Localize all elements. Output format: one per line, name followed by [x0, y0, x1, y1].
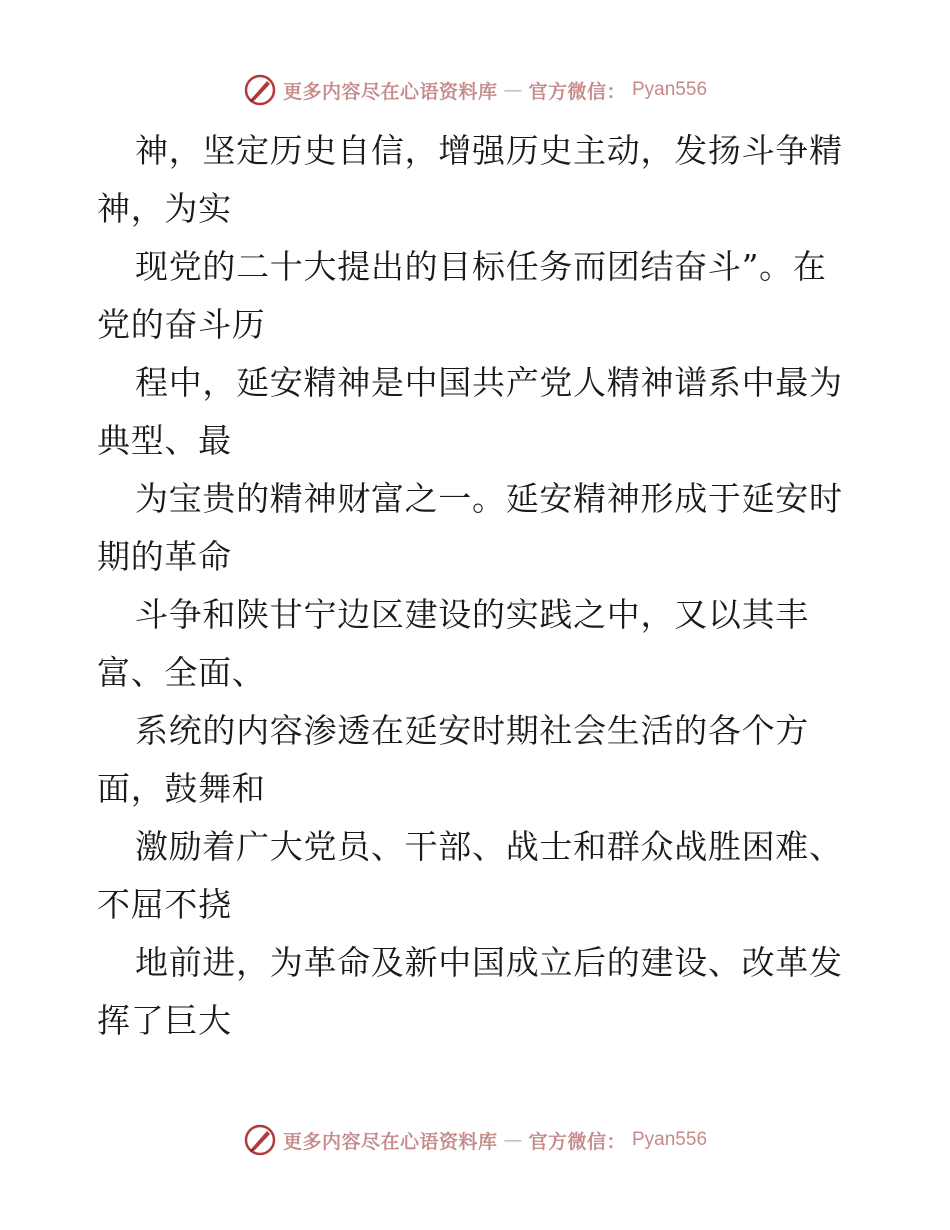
watermark-text: 更多内容尽在心语资料库	[282, 80, 498, 103]
quill-pen-logo-icon	[243, 1123, 277, 1157]
text-line: 典型、最	[97, 421, 232, 460]
text-line: 神，坚定历史自信，增强历史主动，发扬斗争精	[135, 131, 843, 170]
footer-watermark	[0, 1120, 950, 1160]
watermark-wechat-label: 官方微信：	[528, 80, 626, 103]
watermark-wechat-id: Pyan556	[632, 1129, 708, 1150]
watermark-dash: —	[503, 1129, 523, 1151]
text-line: 为宝贵的精神财富之一。延安精神形成于延安时	[135, 479, 843, 518]
text-line: 地前进，为革命及新中国成立后的建设、改革发	[135, 943, 843, 982]
watermark-text: 更多内容尽在心语资料库	[282, 1130, 498, 1153]
text-line: 激励着广大党员、干部、战士和群众战胜困难、	[135, 827, 843, 866]
watermark-wechat-label: 官方微信：	[528, 1130, 626, 1153]
text-line: 期的革命	[97, 537, 232, 576]
text-line: 不屈不挠	[97, 885, 232, 924]
text-line: 斗争和陕甘宁边区建设的实践之中，又以其丰	[135, 595, 809, 634]
quill-pen-logo-icon	[243, 73, 277, 107]
text-line: 神，为实	[97, 189, 232, 228]
watermark-dash: —	[503, 79, 523, 101]
text-line: 挥了巨大	[97, 1001, 232, 1040]
text-line: 系统的内容渗透在延安时期社会生活的各个方	[135, 711, 809, 750]
text-line: 现党的二十大提出的目标任务而团结奋斗”。在	[135, 247, 827, 286]
watermark-wechat-id: Pyan556	[632, 79, 708, 100]
text-line: 富、全面、	[97, 653, 266, 692]
header-watermark	[0, 70, 950, 110]
text-line: 党的奋斗历	[97, 305, 266, 344]
body-text	[97, 122, 867, 1050]
text-line: 面，鼓舞和	[97, 769, 266, 808]
text-line: 程中，延安精神是中国共产党人精神谱系中最为	[135, 363, 843, 402]
